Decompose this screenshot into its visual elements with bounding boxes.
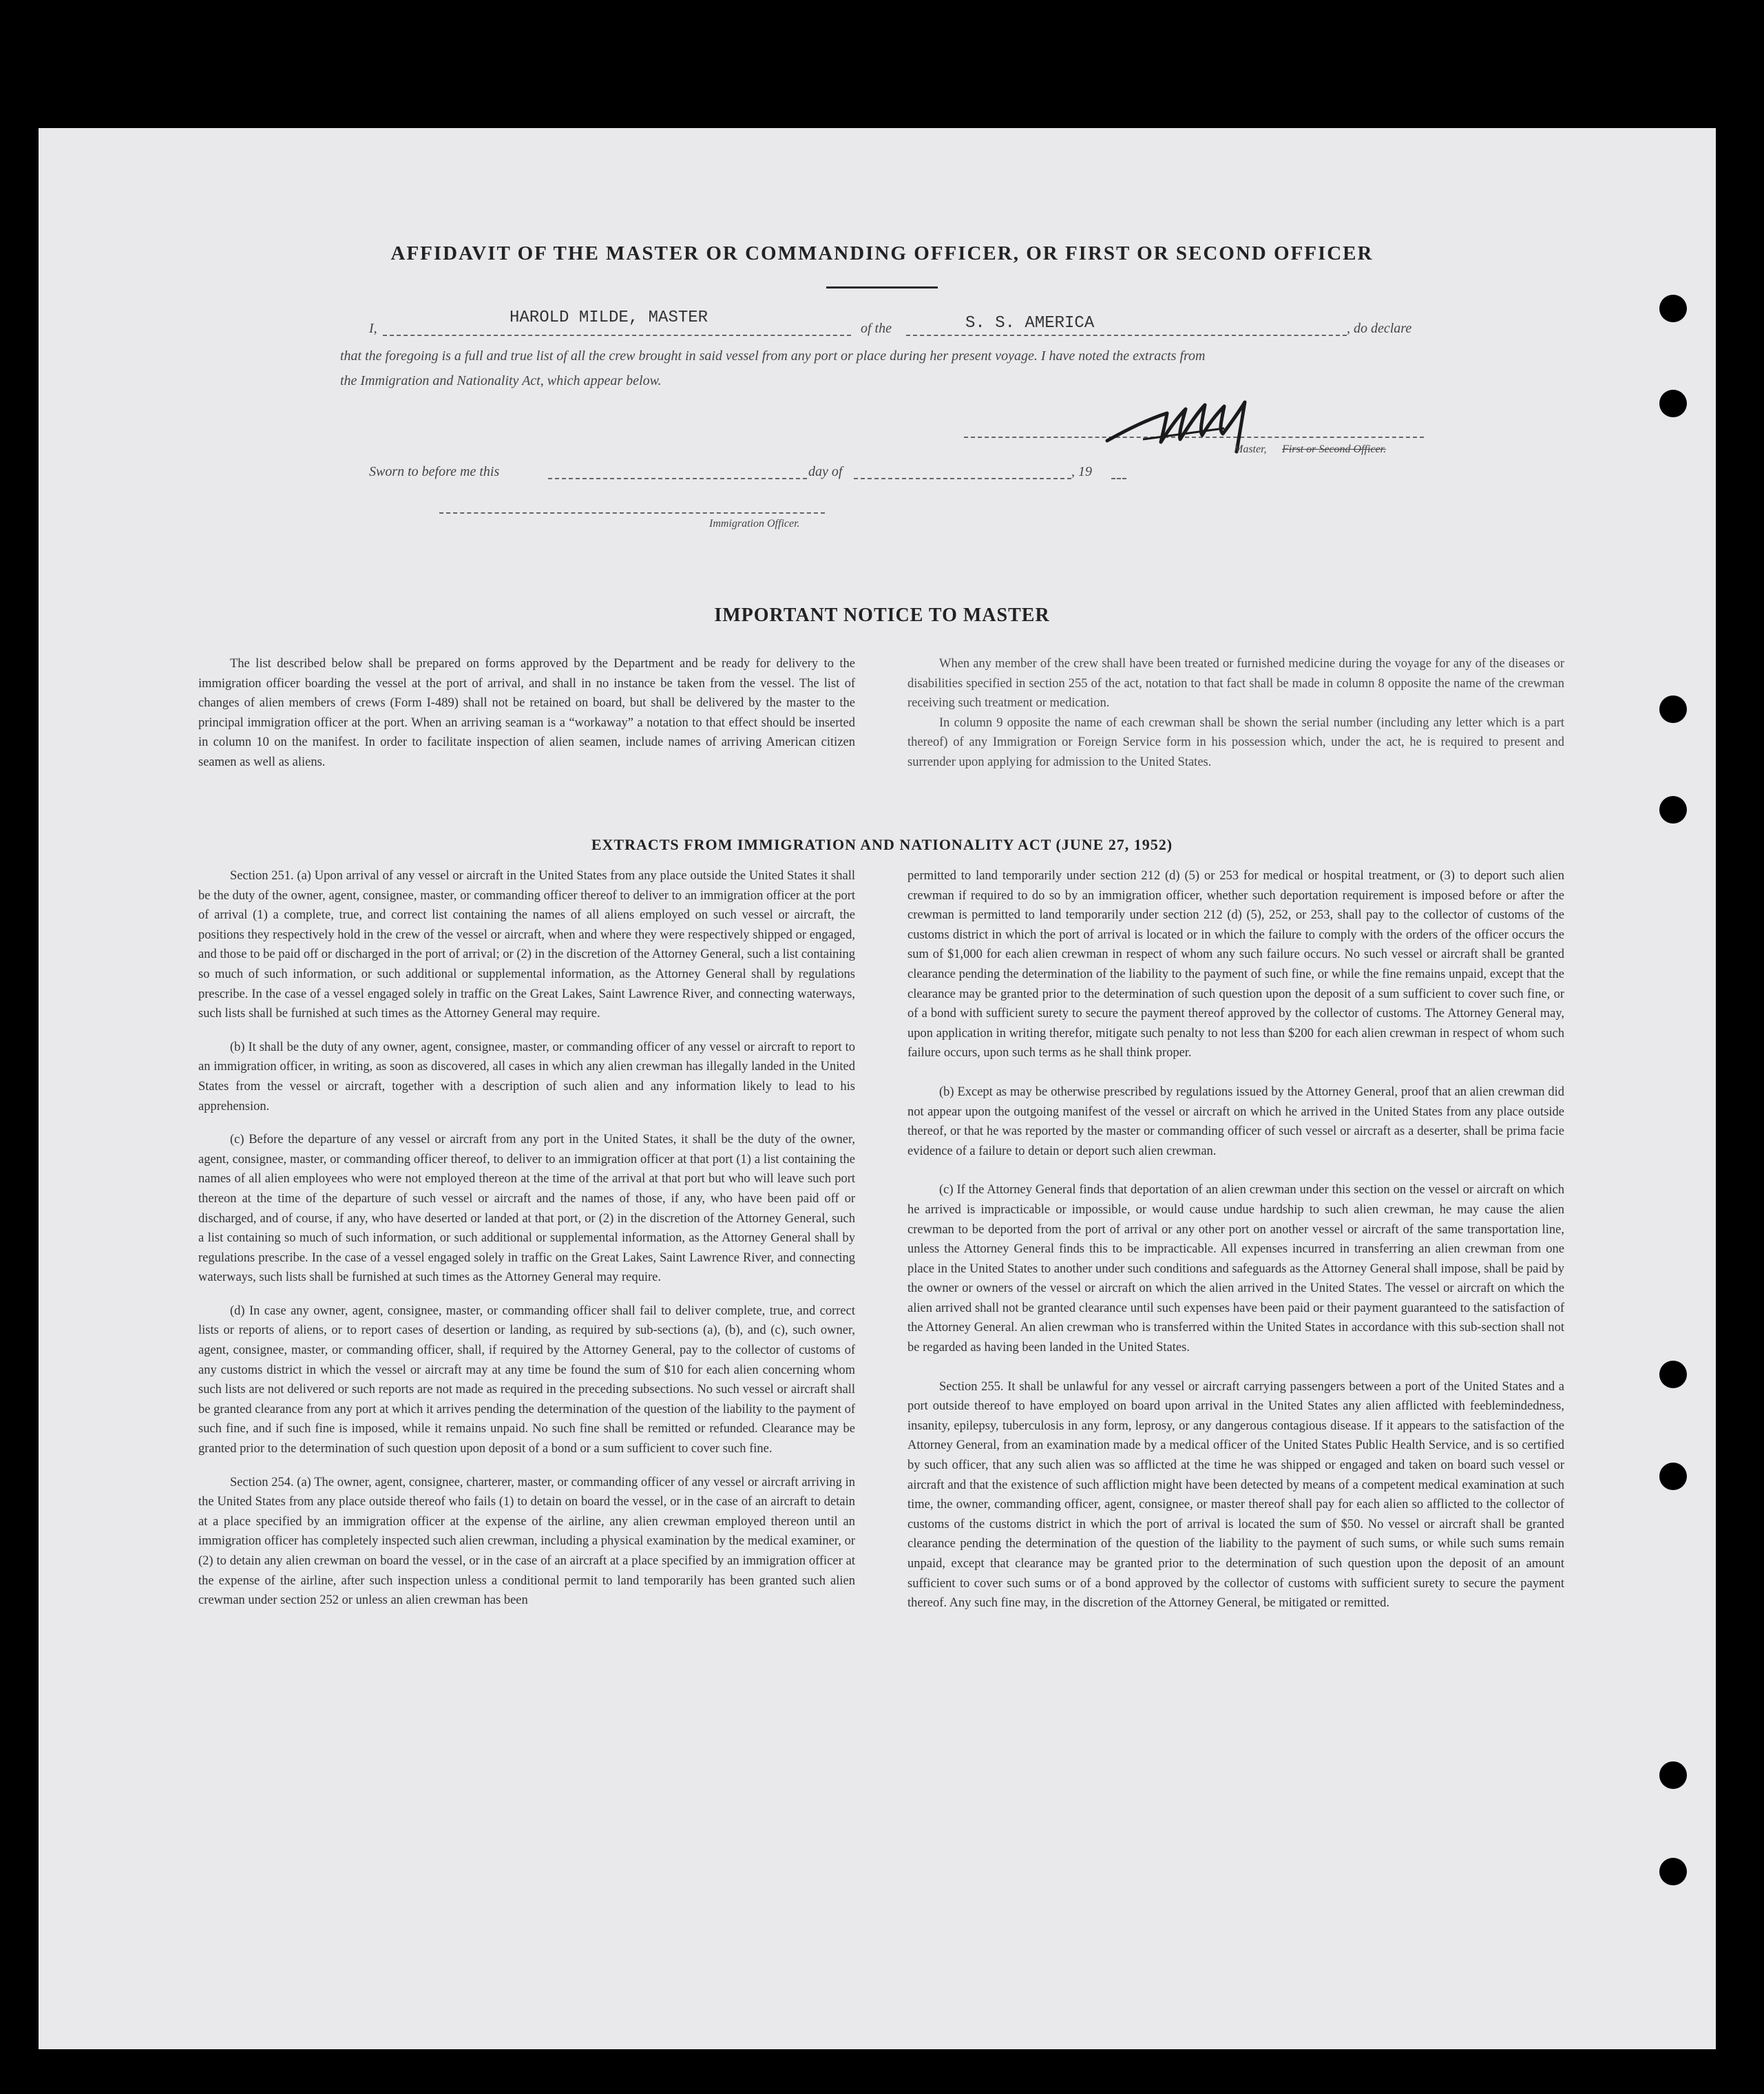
- title-underline: [826, 286, 938, 289]
- do-declare-label: , do declare: [1347, 321, 1412, 336]
- punch-hole: [1659, 295, 1687, 322]
- extracts-heading: EXTRACTS FROM IMMIGRATION AND NATIONALITY ACT (JUNE 27, 1952): [591, 836, 1173, 853]
- declaration-line-2: the Immigration and Nationality Act, which appear below.: [340, 373, 662, 388]
- sworn-month-line: [854, 478, 1071, 479]
- punch-hole: [1659, 390, 1687, 417]
- notice-heading: IMPORTANT NOTICE TO MASTER: [714, 605, 1050, 626]
- section-251-b: (b) It shall be the duty of any owner, agent, consignee, master, or commanding officer of any vessel or aircraft to report to an immigration officer, in writing, as soon as discovered, all cases in which any alien crewman has illegally landed in the United States from the vessel or aircraft, together with a description of such alien and any information likely to lead to his apprehension.: [198, 1040, 855, 1113]
- day-of-label: day of: [808, 464, 843, 479]
- signature-caption-struck: First or Second Officer.: [1282, 443, 1387, 455]
- immigration-officer-label: Immigration Officer.: [709, 518, 800, 530]
- notice-left-column: [198, 654, 855, 773]
- extracts-right-column: [907, 866, 1564, 1613]
- vessel-name: S. S. AMERICA: [965, 314, 1095, 333]
- master-name-line: [383, 335, 851, 336]
- i-label: I,: [369, 321, 377, 336]
- sworn-date-line: [548, 478, 807, 479]
- sworn-year-line: [1111, 478, 1126, 479]
- section-255: Section 255. It shall be unlawful for any vessel or aircraft carrying passengers between a port of the United States and a port outside thereof to have employed on board upon arrival in the United States any alien afflicted with feeblemindedness, insanity, epilepsy, tuberculosis in any form, leprosy, or any dangerous contagious disease. If it appears to the satisfaction of the Attorney General, from an examination made by a medical officer of the United States Public Health Service, and is so certified by such officer, that any such alien was so afflicted at the time he was shipped or engaged and taken on board such vessel or aircraft and that the existence of such affliction might have been detected by means of a competent medical examination at such time, the owner, commanding officer, agent, consignee, or master thereof shall pay for each alien so afflicted to the collector of customs of the customs district in which the port of arrival is located the sum of $50. No vessel or aircraft shall be granted clearance pending the determination of the question of the liability to the payment of such sums, or while such sums remain unpaid, except that clearance may be granted prior to the determination of such question upon the deposit of an amount sufficient to cover such sums or of a bond approved by the collector of customs with sufficient surety to secure the payment thereof. Any such fine may, in the discretion of the Attorney General, be mitigated or remitted.: [907, 1379, 1564, 1611]
- vessel-name-line: [906, 335, 1347, 336]
- punch-hole: [1659, 796, 1687, 824]
- of-the-label: of the: [861, 321, 892, 336]
- section-254-a: Section 254. (a) The owner, agent, consignee, charterer, master, or commanding officer of any vessel or aircraft arriving in the United States from any place outside thereof who fails (1) to detain on board the vessel, or in the case of an aircraft to detain at a place specified by an immigration officer at the expense of the airline, any alien crewman employed thereon until an immigration officer has completely inspected such alien crewman, including a physical examination by the medical examiner, or (2) to detain any alien crewman on board the vessel, or in the case of an aircraft at a place specified by an immigration officer at the expense of the airline, after such inspection unless a conditional permit to land temporarily has been granted such alien crewman under section 252 or unless an alien crewman has been: [198, 1475, 855, 1608]
- notice-right-column: [907, 654, 1564, 773]
- affidavit-title: AFFIDAVIT OF THE MASTER OR COMMANDING OFFICER, OR FIRST OR SECOND OFFICER: [390, 242, 1374, 264]
- punch-hole: [1659, 1761, 1687, 1789]
- section-254-a-continued: permitted to land temporarily under section 212 (d) (5) or 253 for medical or hospital treatment, or (3) to deport such alien crewman if required to do so by an immigration officer, whether such deportation requirement is imposed before or after the crewman is permitted to land temporarily under section 212 (d) (5), 252, or 253, shall pay to the collector of customs of the customs district in which the port of arrival is located or in which the failure to comply with the orders of the officer occurs the sum of $1,000 for each alien crewman in respect of whom any such failure occurs. No such vessel or aircraft shall be granted clearance pending the determination of the liability to the payment of such fine, or while the fine remains unpaid, except that the clearance may be granted prior to the determination of such question upon the deposit of a sum sufficient to cover such fine, or of a bond with sufficient surety to secure the payment thereof approved by the collector of customs. The Attorney General may, upon application in writing therefor, mitigate such penalty to not less than $200 for each alien crewman in respect of whom such failure occurs, upon such terms as he shall think proper.: [907, 869, 1564, 1060]
- signature-caption-master: Master,: [1234, 443, 1267, 455]
- year-prefix-label: , 19: [1071, 464, 1092, 479]
- section-251-c: (c) Before the departure of any vessel or aircraft from any port in the United States, it shall be the duty of the owner, agent, consignee, master, or commanding officer thereof, to deliver to an immigration officer at that port (1) a list containing the names of all alien employees who were not employed thereon at the time of the arrival at that port but who will leave such port thereon at the time of the departure of such vessel or aircraft and the names of those, if any, who have been paid off or discharged, and of course, if any, who have deserted or landed at that port, or (2) in the discretion of the Attorney General, such a list containing so much of such information, or such additional or supplemental information, as the Attorney General shall by regulations prescribe. In the case of a vessel engaged solely in traffic on the Great Lakes, Saint Lawrence River, and connecting waterways, such lists shall be furnished at such times as the Attorney General may require.: [198, 1133, 855, 1285]
- section-254-c: (c) If the Attorney General finds that deportation of an alien crewman under this section on the vessel or aircraft on which he arrived is impracticable or impossible, or would cause undue hardship to such alien crewman, he may cause the alien crewman to be deported from the port of arrival or any other port on another vessel or aircraft of the same transportation line, unless the Attorney General finds this to be impracticable. All expenses incurred in transferring an alien crewman from one place in the United States to another under such conditions and safeguards as the Attorney General shall impose, shall be paid by the owner or owners of the vessel or aircraft on which the alien arrived in the United States. The vessel or aircraft on which the alien arrived shall not be granted clearance until such expenses have been paid or their payment guaranteed to the satisfaction of the Attorney General. An alien crewman who is transferred within the United States in accordance with this sub-section shall not be regarded as having been landed in the United States.: [907, 1183, 1564, 1355]
- punch-hole: [1659, 1858, 1687, 1885]
- immigration-officer-line: [439, 512, 825, 514]
- section-254-b: (b) Except as may be otherwise prescribed by regulations issued by the Attorney General, proof that an alien crewman did not appear upon the outgoing manifest of the vessel or aircraft on which he arrived in the United States from any place outside thereof, or that he was reported by the master or commanding officer of such vessel or aircraft as a deserter, shall be prima facie evidence of a failure to detain or deport such alien crewman.: [907, 1085, 1564, 1158]
- punch-hole: [1659, 1361, 1687, 1388]
- section-251-d: (d) In case any owner, agent, consignee, master, or commanding officer shall fail to deliver complete, true, and correct lists or reports of aliens, or to report cases of desertion or landing, as required by sub-sections (a), (b), and (c), such owner, agent, consignee, master, or commanding officer, shall, if required by the Attorney General, pay to the collector of customs of any customs district in which the vessel or aircraft may at any time be found the sum of $10 for each alien concerning whom such lists are not delivered or such reports are not made as required in the preceding subsections. No such vessel or aircraft shall be granted clearance from any port at which it arrives pending the determination of the question of the liability to the payment of such fine, and if such fine is imposed, while it remains unpaid. No such fine shall be remitted or refunded. Clearance may be granted prior to the determination of such question upon deposit of a bond or a sum sufficient to cover such fine.: [198, 1303, 855, 1456]
- punch-hole: [1659, 695, 1687, 723]
- notice-left-paragraph: The list described below shall be prepared on forms approved by the Department and be ready for delivery to the immigration officer boarding the vessel at the port of arrival, and shall in no instance be taken from the vessel. The list of changes of alien members of crews (Form I-489) shall not be retained on board, but shall be delivered by the master to the principal immigration officer at the port. When an arriving seaman is a “workaway” a notation to that effect should be inserted in column 10 on the manifest. In order to facilitate inspection of alien seamen, include names of arriving American citizen seamen as well as aliens.: [198, 657, 855, 769]
- sworn-label: Sworn to before me this: [369, 464, 500, 479]
- section-251-a: Section 251. (a) Upon arrival of any vessel or aircraft in the United States from any place outside the United States it shall be the duty of the owner, agent, consignee, master, or commanding officer thereof to deliver to an immigration officer at the port of arrival (1) a complete, true, and correct list containing the names of all aliens employed on such vessel or aircraft, the positions they respectively hold in the crew of the vessel or aircraft, when and where they were respectively shipped or engaged, and those to be paid off or discharged in the port of arrival; or (2) in the discretion of the Attorney General, such a list containing so much of such information, or such additional or supplemental information, as the Attorney General shall by regulations prescribe. In the case of a vessel engaged solely in traffic on the Great Lakes, Saint Lawrence River, and connecting waterways, such lists shall be furnished at such times as the Attorney General may require.: [198, 869, 855, 1021]
- extracts-left-column: [198, 866, 855, 1611]
- master-name: HAROLD MILDE, MASTER: [510, 308, 708, 327]
- declaration-line-1: that the foregoing is a full and true list of all the crew brought in said vessel from any port or place during her present voyage. I have noted the extracts from: [340, 348, 1206, 364]
- notice-right-paragraph-1: When any member of the crew shall have been treated or furnished medicine during the voyage for any of the diseases or disabilities specified in section 255 of the act, notation to that fact shall be made in column 8 opposite the name of the crewman receiving such treatment or medication.: [907, 657, 1564, 711]
- notice-right-paragraph-2: In column 9 opposite the name of each crewman shall be shown the serial number (including any letter which is a part thereof) of any Immigration or Foreign Service form in his possession which, under the act, he is required to present and surrender upon applying for admission to the United States.: [907, 715, 1564, 769]
- punch-hole: [1659, 1463, 1687, 1490]
